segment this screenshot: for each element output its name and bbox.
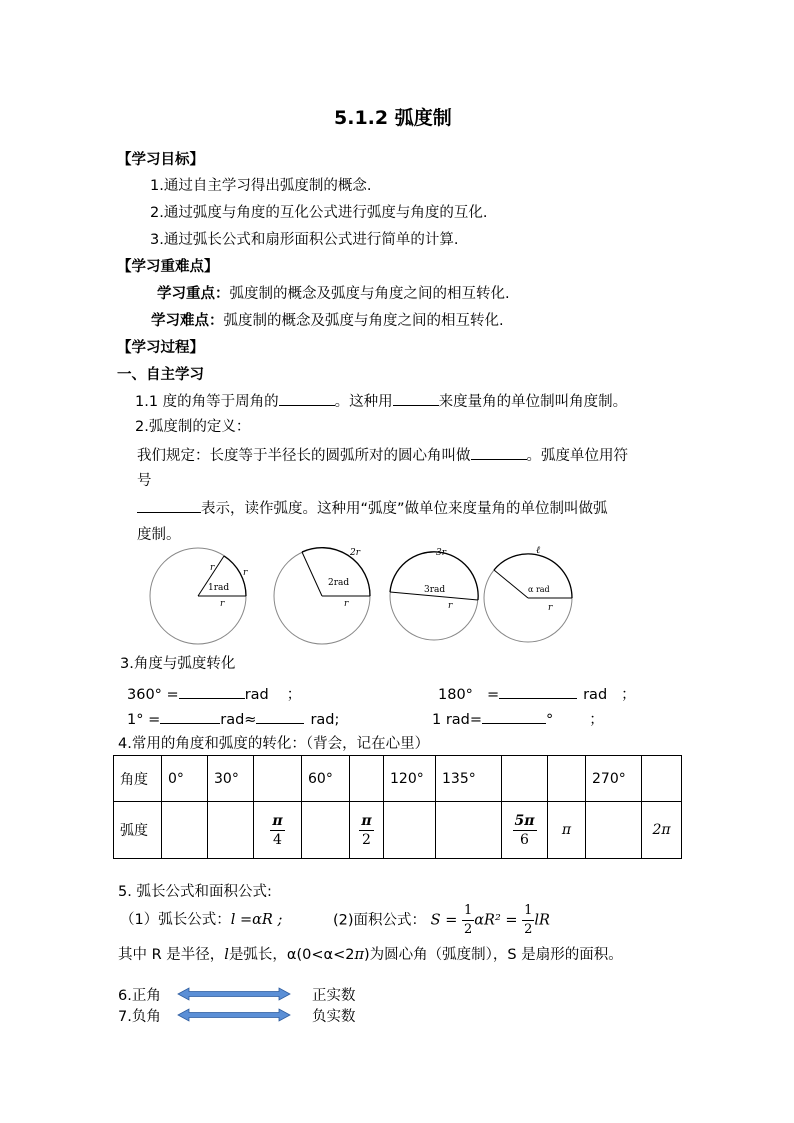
radius-line-3b: [434, 596, 478, 600]
fraction-one-half-a: [462, 902, 474, 939]
radian-cell-pi-over-2: [350, 802, 384, 859]
conv-1rad-label: 1 rad=: [432, 712, 483, 728]
difficulty-label: 学习难点：: [151, 313, 224, 329]
fraction-numerator: 1: [522, 902, 534, 921]
fraction-one-half-b: [522, 902, 534, 939]
explanation-part-3: )为圆心角（弧度制），S 是扇形的面积。: [364, 947, 623, 963]
explanation-l: l: [224, 947, 229, 963]
objective-1: 1.通过自主学习得出弧度制的概念.: [150, 178, 372, 194]
fraction-numerator: 5π: [514, 812, 535, 829]
figure-1-side-label: r: [210, 563, 215, 573]
figure-3-radius-label: r: [448, 601, 453, 611]
q2-text-b: 。弧度单位用符: [526, 448, 628, 464]
negative-angle-label: 7.负角: [118, 1009, 161, 1025]
q2-blank-2[interactable]: [137, 498, 201, 513]
q2-text-a: 我们规定：长度等于半径长的圆弧所对的圆心角叫做: [137, 448, 471, 464]
figure-1-inner-label: 1rad: [208, 583, 230, 593]
explanation-part-1: 其中 R 是半径，: [118, 947, 225, 963]
conv-1deg-unit: rad;: [310, 712, 340, 728]
difficulty-line: [151, 311, 504, 331]
figure-4-inner-label: α rad: [528, 585, 550, 594]
figure-2-arc-label: 2r: [350, 548, 361, 558]
two-pi-value: 2π: [652, 822, 671, 838]
degree-cell-blank[interactable]: [254, 756, 302, 802]
fraction-pi-4: [270, 812, 284, 849]
focus-label: 学习重点：: [157, 286, 230, 302]
fraction-pi-2: [359, 812, 373, 849]
angle-radian-table: [113, 755, 682, 859]
degree-cell: 135°: [436, 756, 502, 802]
fraction-numerator: 1: [462, 902, 474, 921]
section-self-study: 一、自主学习: [117, 367, 204, 383]
q2-text-c: 表示，读作弧度。这种用“弧度”做单位来度量角的单位制叫做弧: [201, 501, 608, 517]
conv-1deg-approx: rad≈: [220, 712, 257, 728]
conv-180-label: 180°: [438, 687, 473, 703]
radian-cell-2pi: [642, 802, 682, 859]
pi-value: π: [561, 822, 572, 838]
question-1: [135, 391, 627, 412]
difficulty-text: 弧度制的概念及弧度与角度之间的相互转化.: [223, 313, 504, 329]
q1-blank-1[interactable]: [279, 391, 335, 406]
degree-cell-blank[interactable]: [548, 756, 586, 802]
double-arrow-icon: [177, 987, 291, 1001]
conv-180-sep: ；: [621, 687, 636, 703]
negative-real-label: 负实数: [312, 1009, 356, 1025]
q2-line-1: [137, 445, 628, 466]
q2-blank-1[interactable]: [471, 445, 527, 460]
fraction-5pi-6: [513, 812, 537, 849]
figure-3-arc-label: 3r: [436, 548, 447, 558]
figure-4-radius-label: r: [548, 603, 553, 613]
positive-real-label: 正实数: [312, 988, 356, 1004]
radian-cell-pi: [548, 802, 586, 859]
conv-360-blank[interactable]: [179, 684, 245, 699]
conv-180-unit: rad: [583, 687, 608, 703]
row-label-radians: 弧度: [114, 802, 162, 859]
explanation-part-2: 是弧长，α(0<α<2: [228, 947, 355, 963]
table-row-degrees: [114, 756, 682, 802]
process-heading: 【学习过程】: [117, 340, 204, 356]
conv-180-blank[interactable]: [499, 684, 577, 699]
conv-360-unit: rad: [244, 687, 269, 703]
degree-cell: 120°: [384, 756, 436, 802]
table-row-radians: [114, 802, 682, 859]
radian-cell-5pi-over-6: [502, 802, 548, 859]
arc-formula-label: （1）弧长公式：: [120, 912, 231, 928]
figure-1rad: [150, 548, 248, 644]
fraction-numerator: π: [272, 812, 283, 829]
figure-2-radius-label: r: [344, 599, 349, 609]
double-arrow-icon: [177, 1008, 291, 1022]
degree-cell: 270°: [586, 756, 642, 802]
radian-figures: [140, 540, 600, 650]
figure-2-inner-label: 2rad: [328, 578, 350, 588]
radian-cell-blank[interactable]: [436, 802, 502, 859]
formulas-heading: 5. 弧长公式和面积公式:: [118, 884, 272, 900]
figure-4-arc-label: ℓ: [536, 545, 541, 556]
conversion-heading: 3.角度与弧度转化: [120, 656, 236, 672]
conv-1deg-blank-2[interactable]: [256, 709, 304, 724]
fraction-denominator: 2: [362, 831, 371, 848]
fraction-numerator: π: [361, 812, 372, 829]
radian-cell-blank[interactable]: [208, 802, 254, 859]
radian-cell-pi-over-4: [254, 802, 302, 859]
area-formula-s: S =: [430, 912, 458, 929]
objectives-heading: 【学习目标】: [117, 152, 204, 168]
conv-360-sep: ；: [286, 687, 302, 703]
degree-cell: 30°: [208, 756, 254, 802]
conv-360-label: 360° =: [127, 687, 179, 703]
q1-text-b: 。这种用: [334, 394, 393, 410]
degree-cell: 0°: [162, 756, 208, 802]
degree-cell-blank[interactable]: [502, 756, 548, 802]
area-formula-label: (2)面积公式：: [333, 912, 427, 929]
figure-1-arc-label: r: [243, 568, 248, 578]
focus-text: 弧度制的概念及弧度与角度之间的相互转化.: [229, 286, 510, 302]
q1-text-c: 来度量角的单位制叫角度制。: [438, 394, 628, 410]
figure-alpha-rad: [484, 545, 572, 642]
figure-2rad: [274, 548, 370, 644]
conv-1deg-label: 1° =: [127, 712, 161, 728]
arc-formula: l =αR ;: [230, 912, 283, 928]
row-label-degrees: 角度: [114, 756, 162, 802]
conv-1rad-sep: ；: [589, 712, 604, 728]
explanation-pi: π: [354, 947, 364, 963]
q2-line-4: 度制。: [137, 527, 181, 543]
conv-1rad-blank[interactable]: [482, 709, 546, 724]
conversion-line-1b: [438, 684, 636, 705]
figure-3-inner-label: 3rad: [424, 585, 446, 595]
radian-cell-blank[interactable]: [586, 802, 642, 859]
question-2: 2.弧度制的定义：: [135, 419, 251, 435]
degree-cell-blank[interactable]: [350, 756, 384, 802]
radian-cell-blank[interactable]: [302, 802, 350, 859]
fraction-denominator: 4: [273, 831, 282, 848]
degree-cell: 60°: [302, 756, 350, 802]
conversion-line-2a: [127, 709, 339, 730]
fraction-denominator: 6: [520, 831, 529, 848]
fraction-denominator: 2: [463, 922, 473, 937]
double-arrow-shape: [178, 988, 290, 1000]
area-formula-alpha: αR² =: [474, 912, 518, 929]
conversion-line-1a: [127, 684, 301, 705]
area-formula-line: [333, 902, 550, 939]
table-heading: 4.常用的角度和弧度的转化：（背会，记在心里）: [118, 736, 430, 752]
key-points-heading: 【学习重难点】: [117, 259, 219, 275]
fraction-denominator: 2: [524, 922, 533, 937]
degree-cell-blank[interactable]: [642, 756, 682, 802]
conv-180-eq: =: [486, 687, 500, 703]
q1-blank-2[interactable]: [393, 391, 439, 406]
conv-1deg-blank-1[interactable]: [160, 709, 220, 724]
conversion-line-2b: [432, 709, 604, 730]
radian-cell-blank[interactable]: [384, 802, 436, 859]
objective-2: 2.通过弧度与角度的互化公式进行弧度与角度的互化.: [150, 205, 488, 221]
formula-explanation: [118, 945, 623, 965]
objective-3: 3.通过弧长公式和扇形面积公式进行简单的计算.: [150, 232, 459, 248]
q2-line-2: 号: [137, 473, 152, 489]
radian-cell-blank[interactable]: [162, 802, 208, 859]
double-arrow-shape: [178, 1009, 290, 1021]
page-title: 5.1.2 弧度制: [334, 107, 452, 129]
focus-line: [157, 284, 510, 304]
radius-line-2b: [302, 552, 322, 596]
conv-1rad-unit: °: [546, 712, 554, 728]
area-formula-lr: lR: [534, 912, 550, 929]
figure-1-radius-label: r: [220, 599, 225, 609]
positive-angle-label: 6.正角: [118, 988, 161, 1004]
figure-3rad: [390, 548, 478, 640]
radius-line-4b: [494, 570, 528, 598]
q2-line-3: [137, 498, 608, 519]
arc-formula-line: [120, 910, 282, 930]
q1-text-a: 1.1 度的角等于周角的: [135, 394, 279, 410]
